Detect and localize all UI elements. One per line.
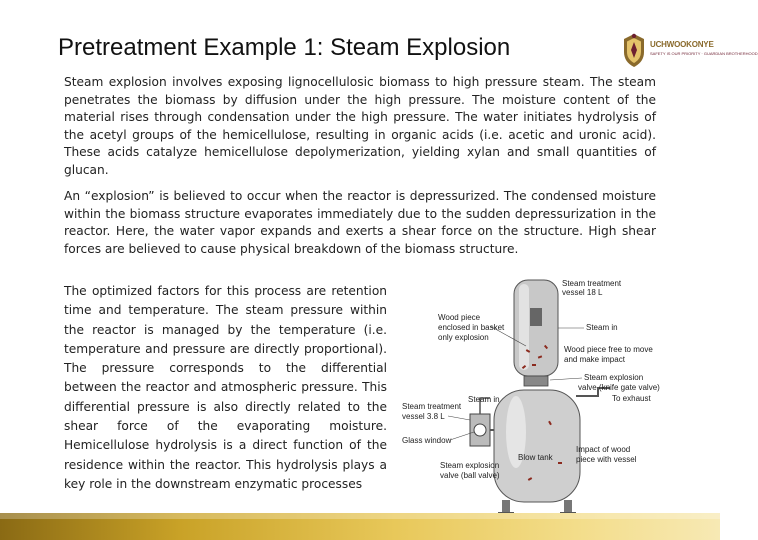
label-wood-free: Wood piece free to move (564, 345, 653, 354)
label-enclosed-in-basket: enclosed in basket (438, 323, 505, 332)
steam-treatment-vessel-18l (514, 280, 558, 386)
label-steam-in-left: Steam in (468, 395, 500, 404)
paragraph-optimized-factors: The optimized factors for this process are retention time and temperature. The steam pressure within the reactor is managed by the temperature (i.e. temperature and pressure are directly proportional). The pressure corresponds to the differential between the reactor and atmospheric pressure. This differential pressure is also directly related to the shear force of the evaporating moisture. Hemicellulose hydrolysis is a direct function of the residence within the reactor. This hydrolysis plays a key role in the downstream enzymatic processes (64, 284, 387, 491)
logo-name: UCHWOOKONYE (650, 40, 714, 49)
paragraph-explosion-mechanism: An “explosion” is believed to occur when the reactor is depressurized. The condensed moisture within the biomass structure evaporates immediately due to the sudden depressurization in the reactor. Here, the water vapor expands and exerts a shear force on the structure. High shear forces are believed to cause physical breakdown of the biomass structure. (64, 189, 656, 256)
label-blow-tank: Blow tank (518, 453, 553, 462)
footer-bar (0, 513, 720, 540)
university-logo (620, 30, 758, 70)
steam-treatment-vessel-3-8l (470, 398, 494, 446)
label-to-exhaust: To exhaust (612, 394, 651, 403)
label-only-explosion: only explosion (438, 333, 489, 342)
label-vessel-18l: vessel 18 L (562, 288, 603, 297)
label-steam-explosion-ball: Steam explosion (440, 461, 500, 470)
label-piece-with-vessel: piece with vessel (576, 455, 637, 464)
paragraph-steam-explosion-intro: Steam explosion involves exposing lignocellulosic biomass to high pressure steam. The steam penetrates the biomass by diffusion under the high pressure. The moisture content of the material rises through condensation under the high pressure. The water initiates hydrolysis of the acetyl groups of the hemicellulose, resulting in organic acids (i.e. acetic and uronic acid). These acids catalyze hemicellulose depolymerization, yielding xylan and small quantities of glucan. (64, 75, 656, 177)
steam-explosion-apparatus-diagram (398, 272, 660, 520)
logo-tagline: SAFETY IS OUR PRIORITY · GUARDIAN BROTHERHOOD (650, 51, 758, 56)
label-wood-piece: Wood piece (438, 313, 481, 322)
label-steam-treatment-vessel: Steam treatment (562, 279, 622, 288)
shield-emblem-icon (620, 30, 648, 70)
label-knife-gate-valve: valve (knife gate valve) (578, 383, 660, 392)
label-steam-explosion-valve: Steam explosion (584, 373, 644, 382)
label-steam-treatment-small: Steam treatment (402, 402, 462, 411)
label-steam-in-top: Steam in (586, 323, 618, 332)
label-ball-valve: valve (ball valve) (440, 471, 500, 480)
label-vessel-3-8l: vessel 3.8 L (402, 412, 445, 421)
label-impact-of-wood: Impact of wood (576, 445, 631, 454)
slide-title: Pretreatment Example 1: Steam Explosion (58, 34, 511, 61)
label-make-impact: and make impact (564, 355, 625, 364)
label-glass-window: Glass window (402, 436, 452, 445)
